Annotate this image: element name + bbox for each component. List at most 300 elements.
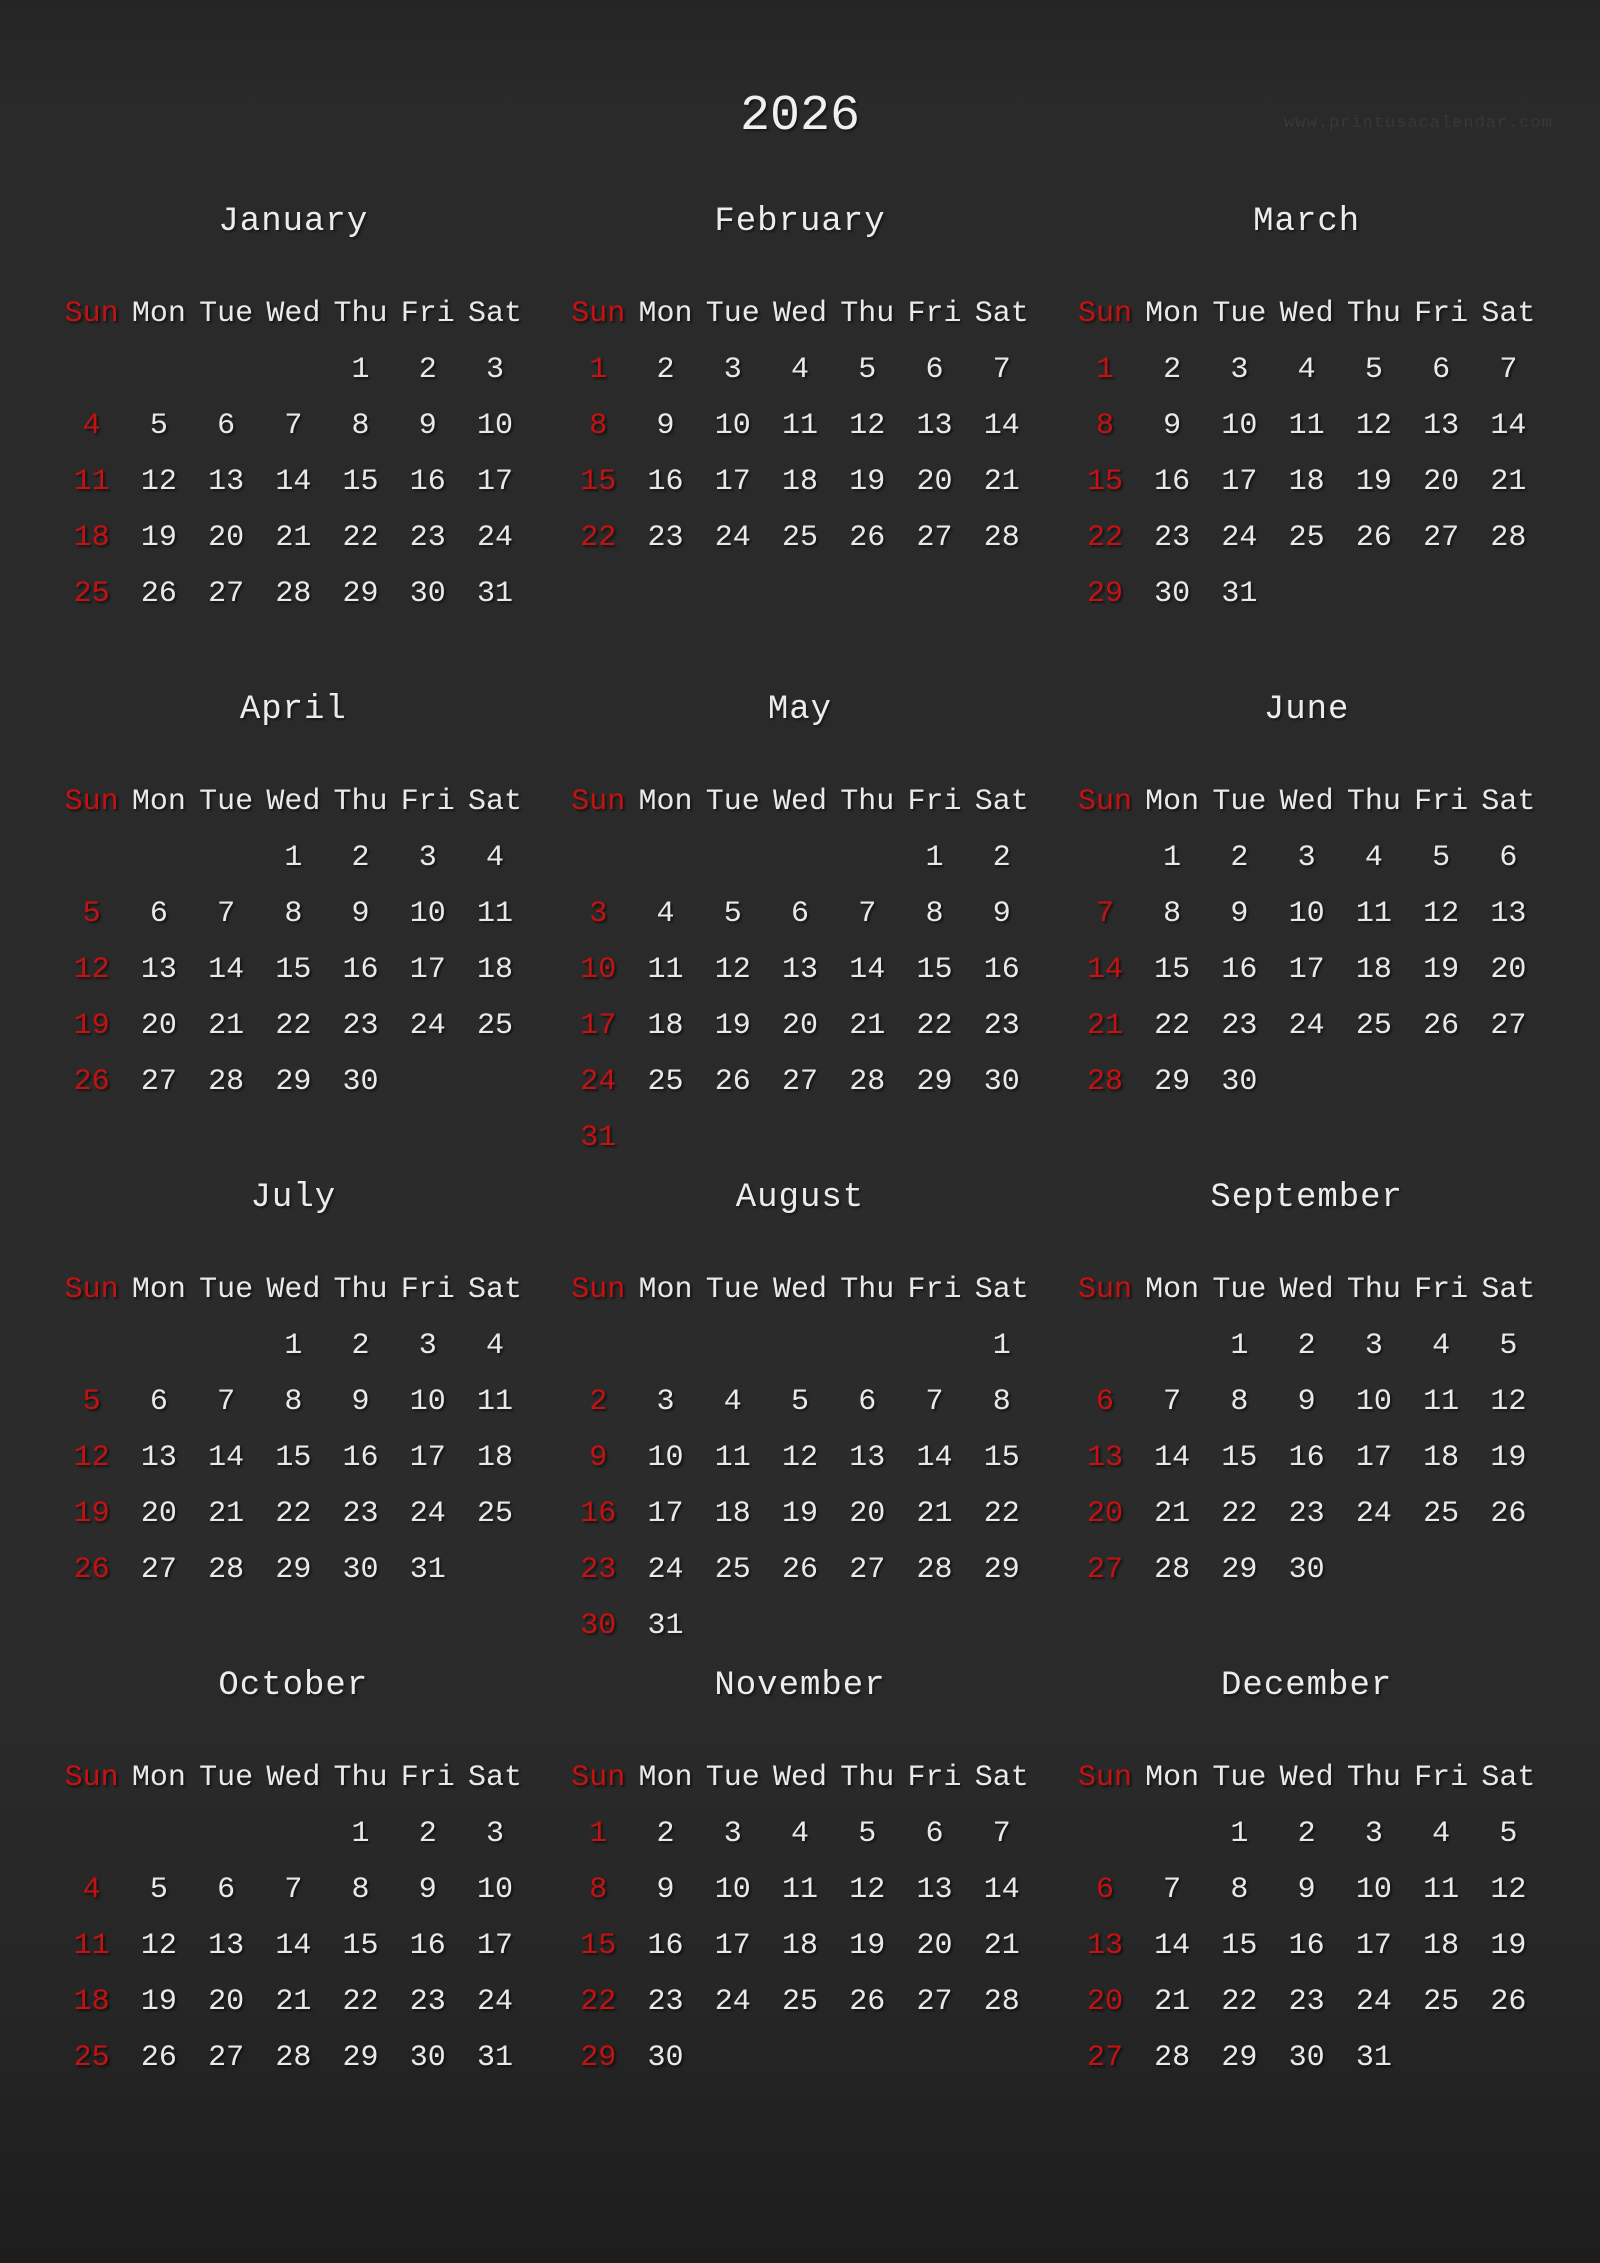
empty-date-cell xyxy=(1340,566,1407,622)
day-header-tue: Tue xyxy=(705,1761,760,1795)
month-dates-grid xyxy=(565,342,1036,566)
date-cell: 19 xyxy=(73,1497,110,1531)
date-cell: 14 xyxy=(1490,409,1527,443)
month-dates-grid xyxy=(565,830,1036,1166)
date-cell: 29 xyxy=(1154,1065,1191,1099)
date-cell: 15 xyxy=(916,953,953,987)
date-cell: 31 xyxy=(1355,2041,1392,2075)
date-cell: 14 xyxy=(849,953,886,987)
day-header-thu: Thu xyxy=(333,785,388,819)
date-cell: 29 xyxy=(1086,577,1123,611)
date-cell: 4 xyxy=(82,409,101,443)
day-header-thu: Thu xyxy=(1346,785,1401,819)
empty-date-cell xyxy=(699,2030,766,2086)
date-cell: 19 xyxy=(781,1497,818,1531)
date-cell: 1 xyxy=(1230,1817,1249,1851)
month-dates-grid xyxy=(1071,342,1542,622)
date-cell: 25 xyxy=(477,1009,514,1043)
date-cell: 23 xyxy=(342,1009,379,1043)
date-cell: 3 xyxy=(1364,1329,1383,1363)
day-header-tue: Tue xyxy=(705,785,760,819)
date-cell: 21 xyxy=(1154,1497,1191,1531)
day-header-sat: Sat xyxy=(974,785,1029,819)
day-header-fri: Fri xyxy=(1414,785,1469,819)
date-cell: 6 xyxy=(1499,841,1518,875)
day-header-row xyxy=(565,286,1036,342)
empty-date-cell xyxy=(1139,1806,1206,1862)
date-cell: 8 xyxy=(1230,1385,1249,1419)
date-cell: 3 xyxy=(656,1385,675,1419)
date-cell: 8 xyxy=(589,409,608,443)
date-cell: 29 xyxy=(983,1553,1020,1587)
empty-date-cell xyxy=(901,2030,968,2086)
day-header-row xyxy=(58,774,529,830)
date-cell: 29 xyxy=(916,1065,953,1099)
date-cell: 5 xyxy=(1499,1329,1518,1363)
day-header-sat: Sat xyxy=(468,1761,523,1795)
month-dates-grid xyxy=(565,1806,1036,2086)
day-header-row xyxy=(1071,1750,1542,1806)
month-dates-grid xyxy=(58,342,529,622)
empty-date-cell xyxy=(1475,1054,1542,1110)
date-cell: 25 xyxy=(477,1497,514,1531)
month-title: January xyxy=(218,203,369,241)
date-cell: 4 xyxy=(486,1329,505,1363)
day-header-mon: Mon xyxy=(638,297,693,331)
date-cell: 11 xyxy=(73,465,110,499)
date-cell: 17 xyxy=(1355,1929,1392,1963)
date-cell: 2 xyxy=(1297,1329,1316,1363)
date-cell: 18 xyxy=(73,521,110,555)
month-july xyxy=(58,1178,529,1641)
date-cell: 30 xyxy=(409,577,446,611)
empty-date-cell xyxy=(192,830,259,886)
date-cell: 6 xyxy=(217,1873,236,1907)
date-cell: 19 xyxy=(73,1009,110,1043)
date-cell: 16 xyxy=(647,465,684,499)
empty-date-cell xyxy=(461,1542,528,1598)
day-header-thu: Thu xyxy=(840,1273,895,1307)
date-cell: 2 xyxy=(351,841,370,875)
date-cell: 18 xyxy=(1423,1441,1460,1475)
day-header-sun: Sun xyxy=(64,1761,119,1795)
date-cell: 6 xyxy=(858,1385,877,1419)
date-cell: 31 xyxy=(477,2041,514,2075)
date-cell: 26 xyxy=(140,2041,177,2075)
date-cell: 20 xyxy=(849,1497,886,1531)
date-cell: 11 xyxy=(477,897,514,931)
date-cell: 21 xyxy=(275,1985,312,2019)
date-cell: 23 xyxy=(1288,1497,1325,1531)
date-cell: 14 xyxy=(1154,1441,1191,1475)
day-header-thu: Thu xyxy=(1346,297,1401,331)
date-cell: 15 xyxy=(1221,1441,1258,1475)
date-cell: 20 xyxy=(1490,953,1527,987)
date-cell: 16 xyxy=(983,953,1020,987)
date-cell: 25 xyxy=(1288,521,1325,555)
month-january xyxy=(58,202,529,665)
date-cell: 13 xyxy=(140,1441,177,1475)
empty-date-cell xyxy=(699,1110,766,1166)
date-cell: 28 xyxy=(1086,1065,1123,1099)
date-cell: 24 xyxy=(647,1553,684,1587)
date-cell: 19 xyxy=(1423,953,1460,987)
date-cell: 1 xyxy=(1163,841,1182,875)
date-cell: 22 xyxy=(983,1497,1020,1531)
month-title: November xyxy=(714,1667,886,1705)
date-cell: 17 xyxy=(1355,1441,1392,1475)
day-header-mon: Mon xyxy=(638,785,693,819)
empty-date-cell xyxy=(1071,830,1138,886)
day-header-tue: Tue xyxy=(199,297,254,331)
date-cell: 13 xyxy=(1086,1929,1123,1963)
date-cell: 31 xyxy=(477,577,514,611)
date-cell: 6 xyxy=(149,897,168,931)
date-cell: 4 xyxy=(1432,1329,1451,1363)
date-cell: 30 xyxy=(1154,577,1191,611)
date-cell: 2 xyxy=(656,353,675,387)
day-header-sat: Sat xyxy=(468,1273,523,1307)
date-cell: 31 xyxy=(409,1553,446,1587)
date-cell: 20 xyxy=(781,1009,818,1043)
date-cell: 9 xyxy=(418,1873,437,1907)
date-cell: 3 xyxy=(589,897,608,931)
date-cell: 10 xyxy=(1355,1873,1392,1907)
date-cell: 11 xyxy=(1288,409,1325,443)
date-cell: 12 xyxy=(73,953,110,987)
date-cell: 30 xyxy=(342,1553,379,1587)
date-cell: 13 xyxy=(208,1929,245,1963)
date-cell: 5 xyxy=(82,1385,101,1419)
date-cell: 25 xyxy=(73,577,110,611)
empty-date-cell xyxy=(565,1318,632,1374)
date-cell: 18 xyxy=(781,465,818,499)
day-header-sat: Sat xyxy=(468,785,523,819)
date-cell: 10 xyxy=(714,1873,751,1907)
empty-date-cell xyxy=(834,1110,901,1166)
date-cell: 30 xyxy=(983,1065,1020,1099)
month-december xyxy=(1071,1666,1542,2129)
date-cell: 8 xyxy=(284,1385,303,1419)
date-cell: 24 xyxy=(1288,1009,1325,1043)
date-cell: 13 xyxy=(1423,409,1460,443)
date-cell: 27 xyxy=(1423,521,1460,555)
date-cell: 15 xyxy=(1221,1929,1258,1963)
date-cell: 6 xyxy=(1432,353,1451,387)
date-cell: 3 xyxy=(418,1329,437,1363)
day-header-wed: Wed xyxy=(772,1761,827,1795)
date-cell: 7 xyxy=(1163,1385,1182,1419)
date-cell: 21 xyxy=(275,521,312,555)
date-cell: 21 xyxy=(1490,465,1527,499)
date-cell: 19 xyxy=(1355,465,1392,499)
date-cell: 28 xyxy=(1154,1553,1191,1587)
date-cell: 30 xyxy=(1288,1553,1325,1587)
date-cell: 8 xyxy=(1163,897,1182,931)
day-header-wed: Wed xyxy=(772,297,827,331)
date-cell: 14 xyxy=(1086,953,1123,987)
date-cell: 31 xyxy=(1221,577,1258,611)
date-cell: 29 xyxy=(275,1065,312,1099)
day-header-sat: Sat xyxy=(1481,297,1536,331)
day-header-sun: Sun xyxy=(1077,1761,1132,1795)
date-cell: 28 xyxy=(983,521,1020,555)
date-cell: 22 xyxy=(275,1009,312,1043)
date-cell: 12 xyxy=(1355,409,1392,443)
date-cell: 10 xyxy=(409,1385,446,1419)
date-cell: 2 xyxy=(1230,841,1249,875)
date-cell: 16 xyxy=(409,1929,446,1963)
date-cell: 18 xyxy=(477,1441,514,1475)
date-cell: 28 xyxy=(849,1065,886,1099)
date-cell: 11 xyxy=(781,409,818,443)
empty-date-cell xyxy=(632,830,699,886)
date-cell: 20 xyxy=(1086,1985,1123,2019)
empty-date-cell xyxy=(1139,1318,1206,1374)
month-april xyxy=(58,690,529,1153)
date-cell: 8 xyxy=(992,1385,1011,1419)
empty-date-cell xyxy=(58,1806,125,1862)
date-cell: 4 xyxy=(1364,841,1383,875)
date-cell: 7 xyxy=(284,409,303,443)
day-header-row xyxy=(1071,774,1542,830)
day-header-sun: Sun xyxy=(64,297,119,331)
date-cell: 21 xyxy=(1154,1985,1191,2019)
date-cell: 16 xyxy=(409,465,446,499)
date-cell: 19 xyxy=(849,465,886,499)
date-cell: 23 xyxy=(409,1985,446,2019)
date-cell: 1 xyxy=(1095,353,1114,387)
date-cell: 22 xyxy=(580,1985,617,2019)
empty-date-cell xyxy=(968,1598,1035,1654)
month-march xyxy=(1071,202,1542,665)
empty-date-cell xyxy=(901,1318,968,1374)
date-cell: 16 xyxy=(342,1441,379,1475)
empty-date-cell xyxy=(58,1318,125,1374)
date-cell: 26 xyxy=(140,577,177,611)
day-header-thu: Thu xyxy=(1346,1273,1401,1307)
date-cell: 25 xyxy=(73,2041,110,2075)
empty-date-cell xyxy=(58,830,125,886)
date-cell: 22 xyxy=(275,1497,312,1531)
date-cell: 25 xyxy=(1423,1985,1460,2019)
day-header-sun: Sun xyxy=(1077,785,1132,819)
day-header-tue: Tue xyxy=(1212,1273,1267,1307)
date-cell: 17 xyxy=(714,1929,751,1963)
day-header-fri: Fri xyxy=(400,785,455,819)
empty-date-cell xyxy=(192,1806,259,1862)
year-title: 2026 xyxy=(739,88,861,145)
date-cell: 7 xyxy=(992,353,1011,387)
date-cell: 4 xyxy=(790,1817,809,1851)
month-november xyxy=(565,1666,1036,2129)
date-cell: 21 xyxy=(208,1497,245,1531)
date-cell: 3 xyxy=(486,353,505,387)
date-cell: 1 xyxy=(284,1329,303,1363)
month-title: October xyxy=(218,1667,369,1705)
month-dates-grid xyxy=(58,1318,529,1598)
date-cell: 13 xyxy=(781,953,818,987)
day-header-tue: Tue xyxy=(199,1273,254,1307)
date-cell: 4 xyxy=(486,841,505,875)
date-cell: 24 xyxy=(1355,1497,1392,1531)
empty-date-cell xyxy=(1475,566,1542,622)
date-cell: 31 xyxy=(580,1121,617,1155)
date-cell: 2 xyxy=(992,841,1011,875)
empty-date-cell xyxy=(125,342,192,398)
date-cell: 15 xyxy=(275,1441,312,1475)
date-cell: 27 xyxy=(208,577,245,611)
date-cell: 3 xyxy=(723,353,742,387)
day-header-sun: Sun xyxy=(1077,297,1132,331)
date-cell: 5 xyxy=(1432,841,1451,875)
date-cell: 16 xyxy=(342,953,379,987)
day-header-thu: Thu xyxy=(840,297,895,331)
date-cell: 30 xyxy=(1221,1065,1258,1099)
date-cell: 11 xyxy=(73,1929,110,1963)
date-cell: 28 xyxy=(275,577,312,611)
date-cell: 7 xyxy=(217,897,236,931)
date-cell: 1 xyxy=(351,1817,370,1851)
empty-date-cell xyxy=(125,1318,192,1374)
day-header-sun: Sun xyxy=(64,1273,119,1307)
date-cell: 16 xyxy=(1154,465,1191,499)
day-header-row xyxy=(565,1262,1036,1318)
day-header-sun: Sun xyxy=(1077,1273,1132,1307)
day-header-row xyxy=(58,286,529,342)
day-header-row xyxy=(1071,1262,1542,1318)
day-header-fri: Fri xyxy=(1414,297,1469,331)
date-cell: 5 xyxy=(82,897,101,931)
date-cell: 9 xyxy=(1297,1385,1316,1419)
date-cell: 23 xyxy=(647,521,684,555)
date-cell: 7 xyxy=(858,897,877,931)
date-cell: 25 xyxy=(1423,1497,1460,1531)
date-cell: 24 xyxy=(409,1497,446,1531)
date-cell: 7 xyxy=(1163,1873,1182,1907)
date-cell: 4 xyxy=(82,1873,101,1907)
date-cell: 6 xyxy=(925,1817,944,1851)
empty-date-cell xyxy=(1273,1054,1340,1110)
date-cell: 2 xyxy=(1163,353,1182,387)
date-cell: 30 xyxy=(342,1065,379,1099)
day-header-sat: Sat xyxy=(974,297,1029,331)
date-cell: 1 xyxy=(589,1817,608,1851)
date-cell: 29 xyxy=(275,1553,312,1587)
month-title: September xyxy=(1210,1179,1403,1217)
date-cell: 29 xyxy=(1221,1553,1258,1587)
date-cell: 27 xyxy=(140,1553,177,1587)
date-cell: 17 xyxy=(1288,953,1325,987)
empty-date-cell xyxy=(632,1110,699,1166)
date-cell: 5 xyxy=(723,897,742,931)
date-cell: 22 xyxy=(916,1009,953,1043)
date-cell: 4 xyxy=(723,1385,742,1419)
day-header-wed: Wed xyxy=(1279,297,1334,331)
empty-date-cell xyxy=(632,1318,699,1374)
date-cell: 28 xyxy=(1154,2041,1191,2075)
date-cell: 27 xyxy=(208,2041,245,2075)
date-cell: 28 xyxy=(275,2041,312,2075)
date-cell: 5 xyxy=(858,353,877,387)
day-header-tue: Tue xyxy=(1212,785,1267,819)
date-cell: 22 xyxy=(1221,1497,1258,1531)
date-cell: 20 xyxy=(208,521,245,555)
date-cell: 16 xyxy=(647,1929,684,1963)
date-cell: 17 xyxy=(477,1929,514,1963)
date-cell: 14 xyxy=(208,953,245,987)
date-cell: 30 xyxy=(1288,2041,1325,2075)
day-header-tue: Tue xyxy=(199,1761,254,1795)
date-cell: 23 xyxy=(1288,1985,1325,2019)
date-cell: 1 xyxy=(1230,1329,1249,1363)
date-cell: 12 xyxy=(849,1873,886,1907)
date-cell: 2 xyxy=(418,1817,437,1851)
empty-date-cell xyxy=(1273,566,1340,622)
month-title: June xyxy=(1263,691,1350,729)
empty-date-cell xyxy=(766,1318,833,1374)
empty-date-cell xyxy=(1071,1806,1138,1862)
day-header-tue: Tue xyxy=(1212,297,1267,331)
day-header-thu: Thu xyxy=(840,1761,895,1795)
date-cell: 23 xyxy=(342,1497,379,1531)
date-cell: 7 xyxy=(1095,897,1114,931)
empty-date-cell xyxy=(1408,2030,1475,2086)
date-cell: 9 xyxy=(992,897,1011,931)
date-cell: 19 xyxy=(849,1929,886,1963)
empty-date-cell xyxy=(834,2030,901,2086)
empty-date-cell xyxy=(766,1598,833,1654)
date-cell: 16 xyxy=(1221,953,1258,987)
date-cell: 12 xyxy=(781,1441,818,1475)
date-cell: 15 xyxy=(342,465,379,499)
day-header-sun: Sun xyxy=(571,785,626,819)
date-cell: 13 xyxy=(1086,1441,1123,1475)
date-cell: 27 xyxy=(781,1065,818,1099)
date-cell: 24 xyxy=(714,1985,751,2019)
date-cell: 22 xyxy=(342,1985,379,2019)
day-header-row xyxy=(58,1262,529,1318)
empty-date-cell xyxy=(834,1598,901,1654)
date-cell: 29 xyxy=(342,577,379,611)
day-header-mon: Mon xyxy=(1145,1761,1200,1795)
date-cell: 20 xyxy=(1423,465,1460,499)
empty-date-cell xyxy=(968,2030,1035,2086)
date-cell: 13 xyxy=(916,1873,953,1907)
date-cell: 26 xyxy=(1423,1009,1460,1043)
day-header-wed: Wed xyxy=(772,785,827,819)
date-cell: 11 xyxy=(647,953,684,987)
day-header-mon: Mon xyxy=(131,785,186,819)
day-header-fri: Fri xyxy=(907,1761,962,1795)
date-cell: 7 xyxy=(217,1385,236,1419)
date-cell: 19 xyxy=(140,1985,177,2019)
date-cell: 13 xyxy=(916,409,953,443)
date-cell: 17 xyxy=(409,1441,446,1475)
month-title: March xyxy=(1253,203,1361,241)
date-cell: 21 xyxy=(1086,1009,1123,1043)
date-cell: 12 xyxy=(849,409,886,443)
date-cell: 23 xyxy=(1221,1009,1258,1043)
month-dates-grid xyxy=(1071,1318,1542,1598)
date-cell: 15 xyxy=(342,1929,379,1963)
date-cell: 20 xyxy=(916,465,953,499)
date-cell: 24 xyxy=(477,1985,514,2019)
date-cell: 12 xyxy=(1423,897,1460,931)
day-header-thu: Thu xyxy=(333,1273,388,1307)
date-cell: 16 xyxy=(1288,1441,1325,1475)
date-cell: 18 xyxy=(477,953,514,987)
